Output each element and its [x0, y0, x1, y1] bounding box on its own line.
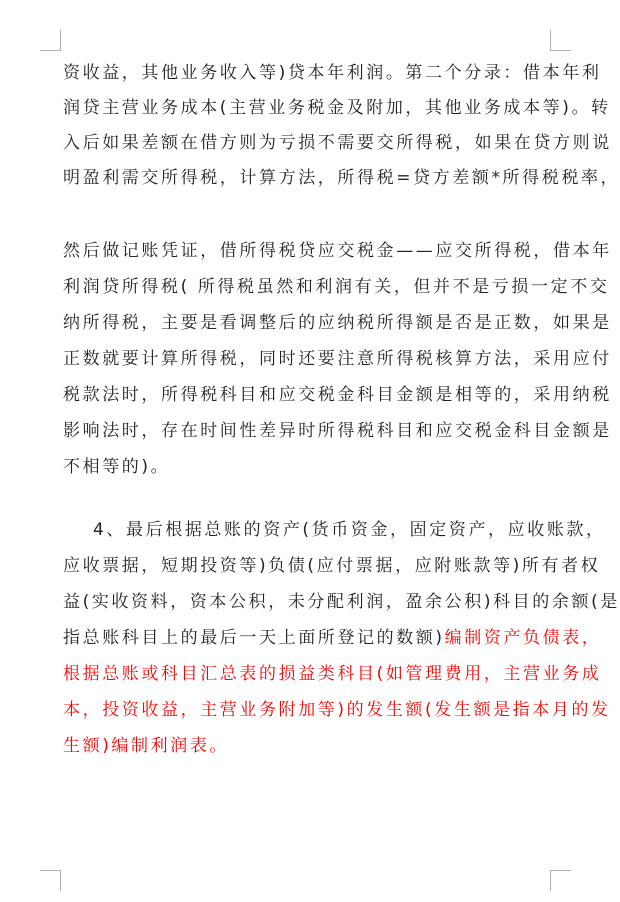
paragraph-line: 税款法时，所得税科目和应交税金科目金额是相等的，采用纳税	[63, 385, 612, 405]
paragraph-line: 正数就要计算所得税，同时还要注意所得税核算方法，采用应付	[63, 349, 612, 369]
highlighted-line: 根据总账或科目汇总表的损益类科目(如管理费用，主营业务成	[63, 664, 602, 684]
line-text: 指总账科目上的最后一天上面所登记的数额)	[63, 628, 445, 648]
corner-mark-top-right	[550, 30, 571, 51]
paragraph-line: 4、最后根据总账的资产(货币资金，固定资产，应收账款，	[93, 520, 606, 540]
paragraph-line: 应收票据，短期投资等)负债(应付票据，应附账款等)所有者权	[63, 556, 601, 576]
highlighted-text: 编制资产负债表，	[444, 628, 602, 648]
corner-mark-bottom-left	[40, 870, 61, 891]
paragraph-line: 利润贷所得税( 所得税虽然和利润有关，但并不是亏损一定不交	[63, 277, 610, 297]
corner-mark-top-left	[40, 30, 61, 51]
highlighted-line: 生额)编制利润表。	[63, 736, 230, 756]
paragraph-line: 入后如果差额在借方则为亏损不需要交所得税，如果在贷方则说	[63, 133, 612, 153]
paragraph-line: 纳所得税，主要是看调整后的应纳税所得额是否是正数，如果是	[63, 313, 612, 333]
corner-mark-bottom-right	[550, 870, 571, 891]
paragraph-line: 然后做记账凭证，借所得税贷应交税金——应交所得税，借本年	[63, 241, 612, 261]
paragraph-line: 益(实收资料，资本公积，未分配利润，盈余公积)科目的余额(是	[63, 592, 620, 612]
paragraph-line: 不相等的)。	[63, 457, 171, 477]
paragraph-line: 明盈利需交所得税，计算方法，所得税=贷方差额*所得税税率，	[63, 168, 620, 188]
highlighted-line: 本，投资收益，主营业务附加等)的发生额(发生额是指本月的发	[63, 700, 611, 720]
paragraph-line: 润贷主营业务成本(主营业务税金及附加，其他业务成本等)。转	[63, 98, 611, 118]
paragraph-line: 资收益，其他业务收入等)贷本年利润。第二个分录：借本年利	[63, 63, 602, 83]
paragraph-line	[63, 628, 602, 648]
paragraph-line: 影响法时，存在时间性差异时所得税科目和应交税金科目金额是	[63, 421, 612, 441]
